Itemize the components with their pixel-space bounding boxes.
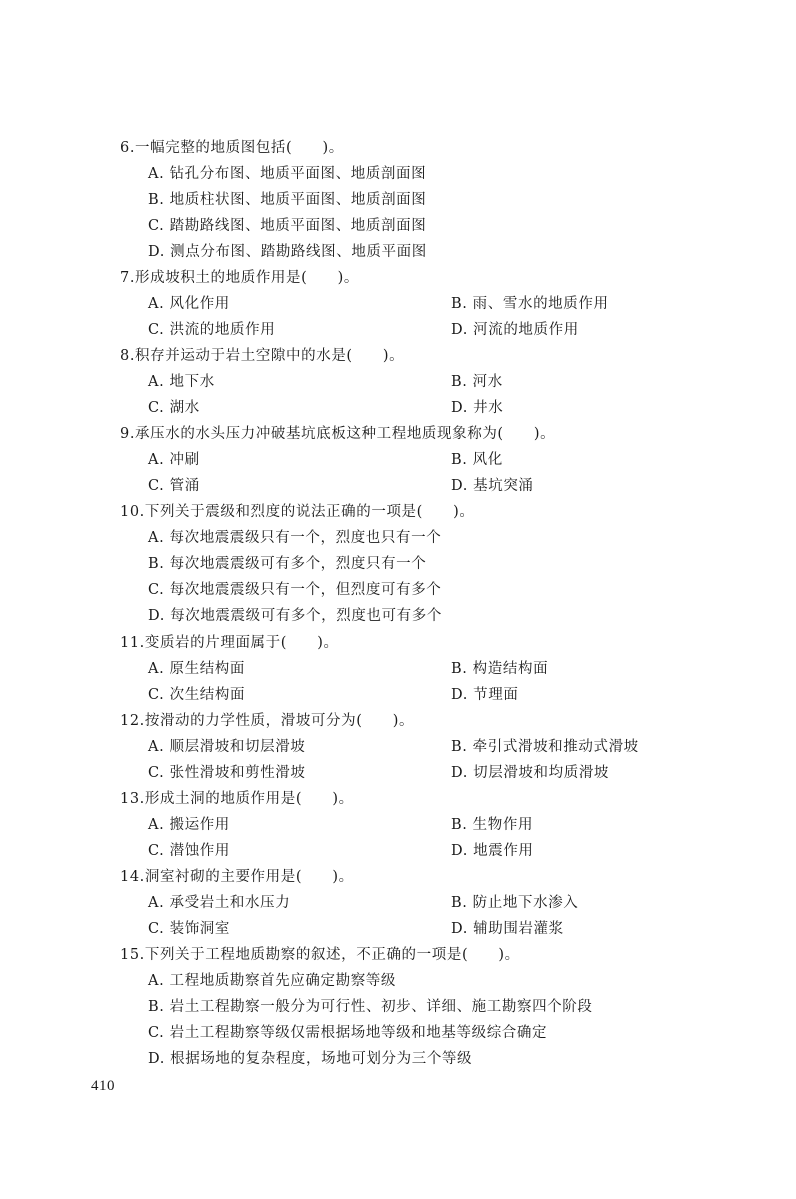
option-a: A. 搬运作用 bbox=[148, 817, 230, 833]
option-d: D. 切层滑坡和均质滑坡 bbox=[451, 765, 610, 781]
question-stem: 11.变质岩的片理面属于( )。 bbox=[120, 635, 339, 651]
option-d: D. 测点分布图、踏勘路线图、地质平面图 bbox=[148, 244, 427, 260]
option-c: C. 管涌 bbox=[148, 478, 200, 494]
option-b: B. 河水 bbox=[451, 374, 503, 390]
option-b: B. 防止地下水渗入 bbox=[451, 895, 579, 911]
option-a: A. 顺层滑坡和切层滑坡 bbox=[148, 739, 306, 755]
question-stem: 9.承压水的水头压力冲破基坑底板这种工程地质现象称为( )。 bbox=[120, 426, 556, 442]
option-a: A. 地下水 bbox=[148, 374, 215, 390]
question-stem: 13.形成土洞的地质作用是( )。 bbox=[120, 791, 354, 807]
question-15 bbox=[120, 942, 680, 1072]
option-c: C. 湖水 bbox=[148, 400, 200, 416]
option-c: C. 潜蚀作用 bbox=[148, 843, 230, 859]
option-b: B. 构造结构面 bbox=[451, 661, 549, 677]
option-b: B. 风化 bbox=[451, 452, 503, 468]
question-stem: 8.积存并运动于岩土空隙中的水是( )。 bbox=[120, 348, 405, 364]
option-c: C. 岩土工程勘察等级仅需根据场地等级和地基等级综合确定 bbox=[148, 1025, 548, 1041]
option-b: B. 地质柱状图、地质平面图、地质剖面图 bbox=[148, 192, 427, 208]
option-c: C. 张性滑坡和剪性滑坡 bbox=[148, 765, 306, 781]
question-7 bbox=[120, 265, 680, 343]
question-stem: 14.洞室衬砌的主要作用是( )。 bbox=[120, 869, 354, 885]
option-d: D. 河流的地质作用 bbox=[451, 322, 579, 338]
option-d: D. 地震作用 bbox=[451, 843, 534, 859]
option-b: B. 雨、雪水的地质作用 bbox=[451, 296, 609, 312]
option-a: A. 冲刷 bbox=[148, 452, 200, 468]
page-number: 410 bbox=[91, 1078, 115, 1094]
question-stem: 12.按滑动的力学性质，滑坡可分为( )。 bbox=[120, 713, 415, 729]
option-a: A. 承受岩土和水压力 bbox=[148, 895, 291, 911]
question-stem: 10.下列关于震级和烈度的说法正确的一项是( )。 bbox=[120, 504, 475, 520]
option-b: B. 生物作用 bbox=[451, 817, 534, 833]
question-stem: 7.形成坡积土的地质作用是( )。 bbox=[120, 270, 359, 286]
option-d: D. 根据场地的复杂程度，场地可划分为三个等级 bbox=[148, 1051, 473, 1067]
question-8 bbox=[120, 343, 680, 421]
option-a: A. 风化作用 bbox=[148, 296, 230, 312]
question-stem: 6.一幅完整的地质图包括( )。 bbox=[120, 140, 344, 156]
option-d: D. 每次地震震级可有多个，烈度也可有多个 bbox=[148, 608, 442, 624]
option-d: D. 基坑突涌 bbox=[451, 478, 534, 494]
option-c: C. 装饰洞室 bbox=[148, 921, 230, 937]
question-12 bbox=[120, 708, 680, 786]
option-b: B. 牵引式滑坡和推动式滑坡 bbox=[451, 739, 639, 755]
option-a: A. 钻孔分布图、地质平面图、地质剖面图 bbox=[148, 166, 427, 182]
question-stem: 15.下列关于工程地质勘察的叙述，不正确的一项是( )。 bbox=[120, 947, 520, 963]
option-b: B. 岩土工程勘察一般分为可行性、初步、详细、施工勘察四个阶段 bbox=[148, 999, 593, 1015]
option-c: C. 踏勘路线图、地质平面图、地质剖面图 bbox=[148, 218, 427, 234]
option-a: A. 每次地震震级只有一个，烈度也只有一个 bbox=[148, 530, 442, 546]
option-b: B. 每次地震震级可有多个，烈度只有一个 bbox=[148, 556, 427, 572]
option-c: C. 次生结构面 bbox=[148, 687, 246, 703]
option-a: A. 工程地质勘察首先应确定勘察等级 bbox=[148, 973, 396, 989]
question-14 bbox=[120, 864, 680, 942]
option-d: D. 节理面 bbox=[451, 687, 519, 703]
option-d: D. 辅助围岩灌浆 bbox=[451, 921, 564, 937]
question-13 bbox=[120, 786, 680, 864]
option-a: A. 原生结构面 bbox=[148, 661, 245, 677]
option-d: D. 井水 bbox=[451, 400, 504, 416]
question-6 bbox=[120, 135, 680, 265]
question-11 bbox=[120, 630, 680, 708]
option-c: C. 每次地震震级只有一个，但烈度可有多个 bbox=[148, 582, 442, 598]
question-9 bbox=[120, 421, 680, 499]
option-c: C. 洪流的地质作用 bbox=[148, 322, 276, 338]
question-10 bbox=[120, 499, 680, 629]
